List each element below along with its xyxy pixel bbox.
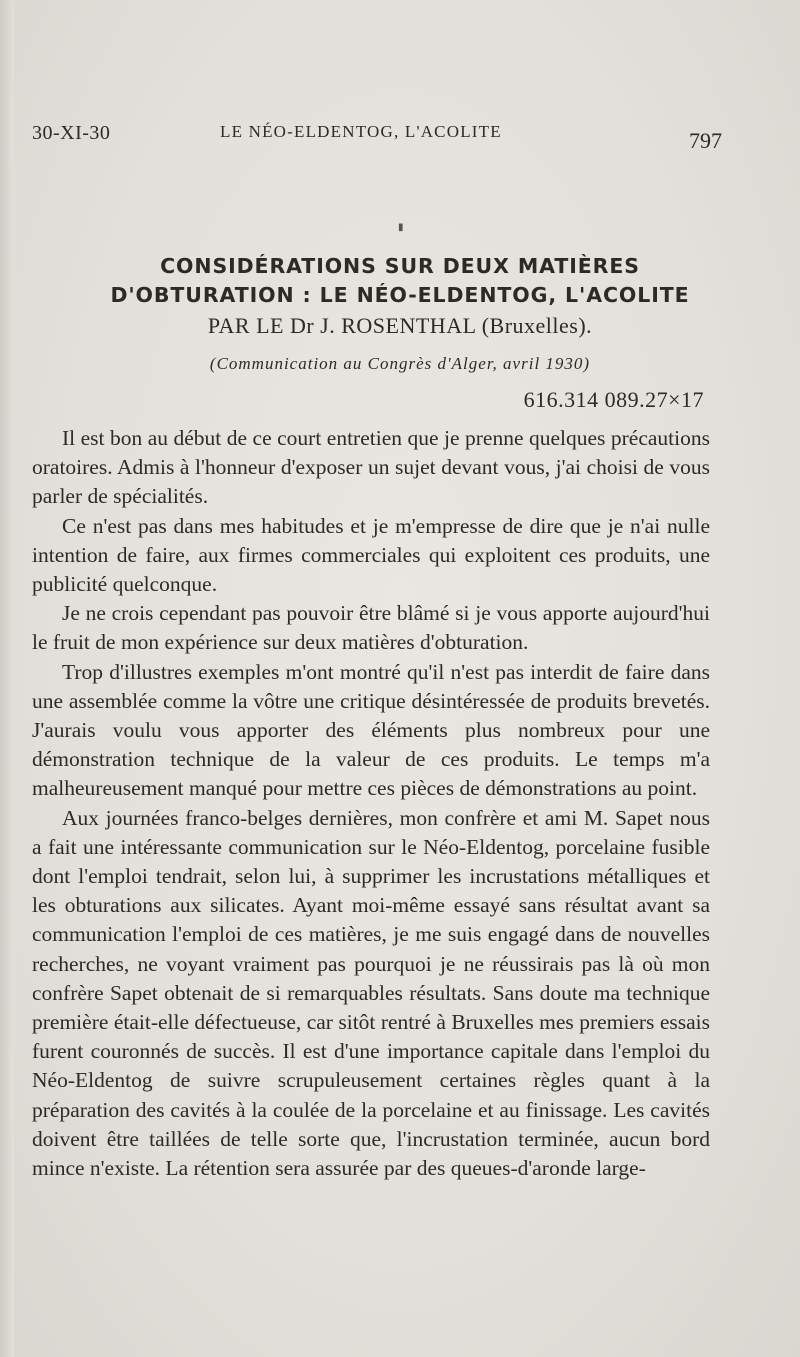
page-edge-shadow	[0, 0, 14, 1357]
paragraph: Trop d'illustres exemples m'ont montré qu'il n'est pas interdit de faire dans une assemblée comme la vôtre une critique désintéressée de produits brevetés. J'aurais voulu vous apporter des éléments plus nombreux pour une démonstration technique de la valeur de ces produits. Le temps m'a malheureusement manqué pour mettre ces pièces de démonstrations au point.	[32, 659, 710, 801]
article-title	[60, 252, 740, 310]
paragraph: Je ne crois cependant pas pouvoir être blâmé si je vous apporte aujourd'hui le fruit de mon expérience sur deux matières d'obturation.	[32, 601, 710, 655]
header-running-title: LE NÉO-ELDENTOG, L'ACOLITE	[220, 122, 502, 141]
paragraph: Il est bon au début de ce court entretien que je prenne quelques précautions oratoires. Admis à l'honneur d'exposer un sujet devant vous, j'ai choisi de vous parler de spécialités.	[32, 426, 710, 509]
print-mark: ▮	[398, 222, 404, 233]
communication-note: (Communication au Congrès d'Alger, avril 1930)	[209, 354, 591, 373]
classification-number: 616.314 089.27×17	[523, 387, 704, 412]
title-line-2: D'OBTURATION : LE NÉO-ELDENTOG, L'ACOLITE	[110, 283, 690, 307]
paragraph: Aux journées franco-belges dernières, mon confrère et ami M. Sapet nous a fait une intéressante communication sur le Néo-Eldentog, porcelaine fusible dont l'emploi tendrait, selon lui, à supprimer les incrustations métalliques et les obturations aux silicates. Ayant moi-même essayé sans résultat avant sa communication l'emploi de ces matières, je me suis engagé dans de nouvelles recherches, ne voyant vraiment pas pourquoi je ne réussirais pas là où mon confrère Sapet obtenait de si remarquables résultats. Sans doute ma technique première était-elle défectueuse, car sitôt rentré à Bruxelles mes premiers essais furent couronnés de succès. Il est d'une importance capitale dans l'emploi du Néo-Eldentog de suivre scrupuleusement certaines règles quant à la préparation des cavités à la coulée de la porcelaine et au finissage. Les cavités doivent être taillées de telle sorte que, l'incrustation terminée, aucun bord mince n'existe. La rétention sera assurée par des queues-d'aronde large-	[32, 805, 710, 1181]
header-date: 30-XI-30	[32, 122, 111, 144]
title-line-1: CONSIDÉRATIONS SUR DEUX MATIÈRES	[160, 254, 640, 278]
running-header	[32, 120, 722, 153]
paragraph: Ce n'est pas dans mes habitudes et je m'empresse de dire que je n'ai nulle intention de faire, aux firmes commerciales qui exploitent ces produits, une publicité quelconque.	[32, 513, 710, 597]
page-number: 797	[689, 128, 722, 153]
article-body	[32, 424, 710, 1183]
author-byline: PAR LE Dr J. ROSENTHAL (Bruxelles).	[207, 313, 593, 338]
